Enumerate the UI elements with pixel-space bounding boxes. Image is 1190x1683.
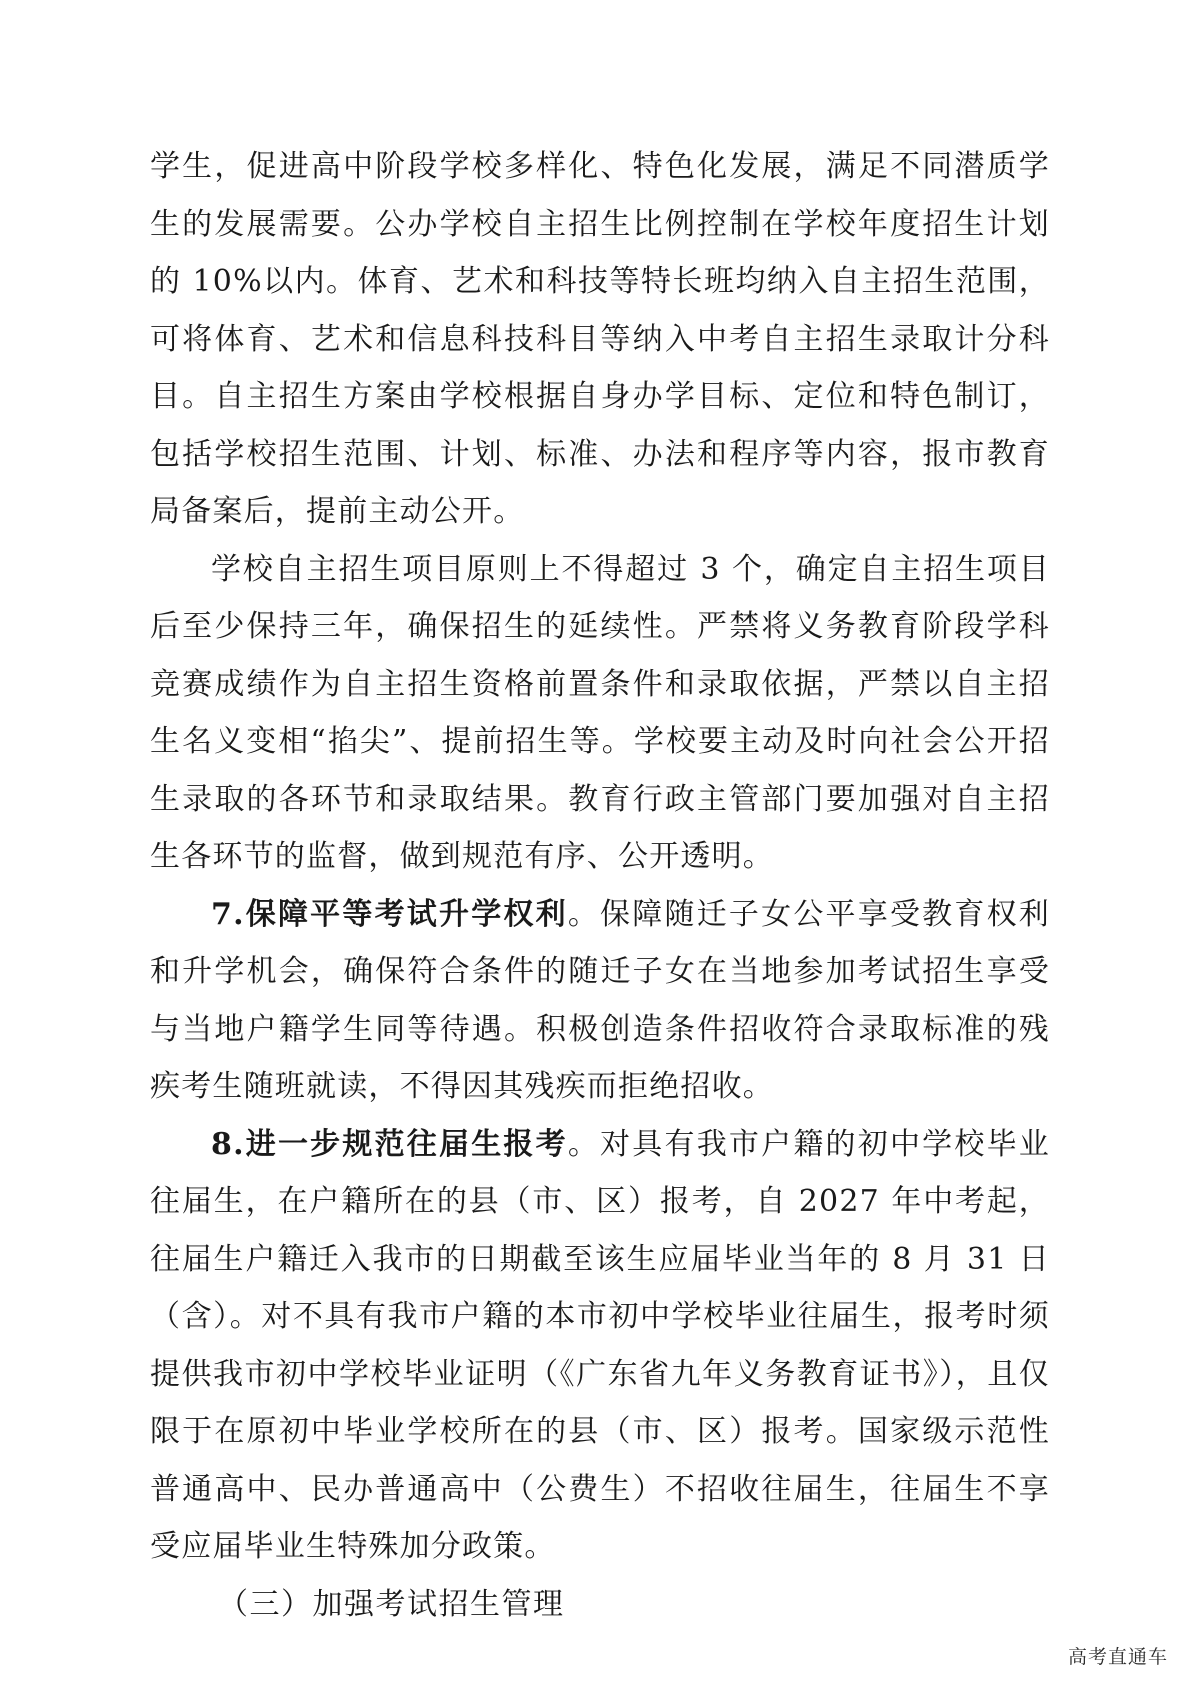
- document-body: [150, 138, 1050, 1633]
- paragraph-1: [150, 138, 1050, 541]
- paragraph-4-lead: 8.进一步规范往届生报考: [211, 1126, 568, 1162]
- paragraph-3: [150, 886, 1050, 1116]
- paragraph-1-text: 学生，促进高中阶段学校多样化、特色化发展，满足不同潜质学生的发展需要。公办学校自主招生比例控制在学校年度招生计划的 10%以内。体育、艺术和科技等特长班均纳入自主招生范围，可将体育、艺术和信息科技科目等纳入中考自主招生录取计分科目。自主招生方案由学校根据自身办学目标、定位和特色制订，包括学校招生范围、计划、标准、办法和程序等内容，报市教育局备案后，提前主动公开。: [150, 149, 1050, 529]
- paragraph-4: [150, 1116, 1050, 1576]
- paragraph-4-text: 。对具有我市户籍的初中学校毕业往届生，在户籍所在的县（市、区）报考，自 2027 年中考起，往届生户籍迁入我市的日期截至该生应届毕业当年的 8 月 31 日（含）。对不具有我市户籍的本市初中学校毕业往届生，报考时须提供我市初中学校毕业证明（《广东省九年义务教育证书》），且仅限于在原初中毕业学校所在的县（市、区）报考。国家级示范性普通高中、民办普通高中（公费生）不招收往届生，往届生不享受应届毕业生特殊加分政策。: [150, 1126, 1051, 1564]
- paragraph-3-lead: 7.保障平等考试升学权利: [211, 896, 568, 932]
- watermark-text: 高考直通车: [1067, 1646, 1168, 1668]
- paragraph-3-text: 。保障随迁子女公平享受教育权利和升学机会，确保符合条件的随迁子女在当地参加考试招生享受与当地户籍学生同等待遇。积极创造条件招收符合录取标准的残疾考生随班就读，不得因其残疾而拒绝招收。: [150, 896, 1051, 1104]
- section-heading: （三）加强考试招生管理: [218, 1586, 565, 1622]
- paragraph-2: [150, 541, 1050, 886]
- paragraph-2-text: 学校自主招生项目原则上不得超过 3 个，确定自主招生项目后至少保持三年，确保招生的延续性。严禁将义务教育阶段学科竞赛成绩作为自主招生资格前置条件和录取依据，严禁以自主招生名义变相“掐尖”、提前招生等。学校要主动及时向社会公开招生录取的各环节和录取结果。教育行政主管部门要加强对自主招生各环节的监督，做到规范有序、公开透明。: [150, 551, 1050, 874]
